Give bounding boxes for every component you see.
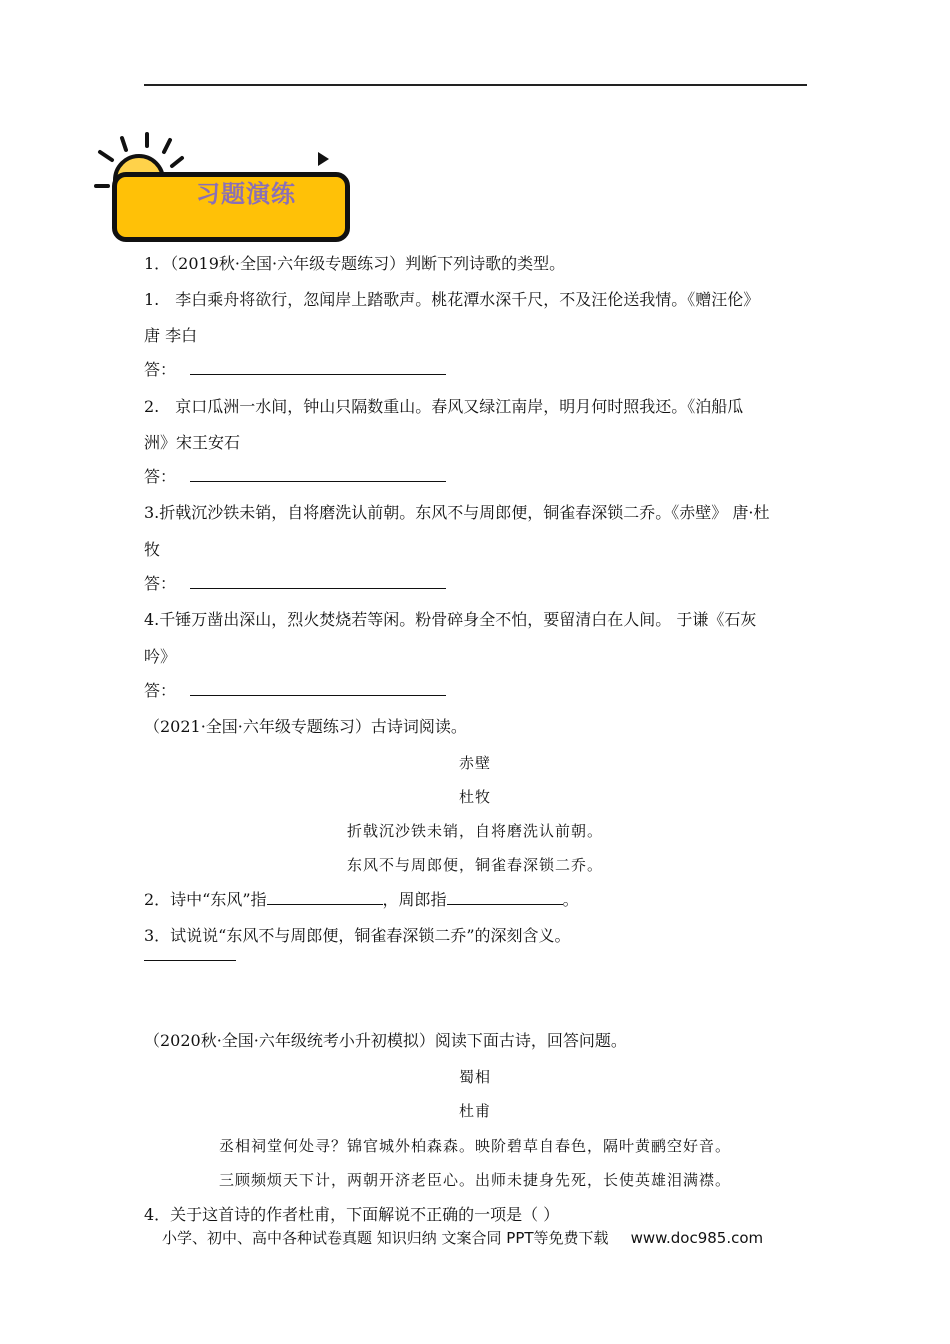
answer-label: 答： [144,681,177,700]
passage1-line-2: 东风不与周郎便，铜雀春深锁二乔。 [346,856,603,874]
passage2-intro: （2020秋·全国·六年级统考小升初模拟）阅读下面古诗，回答问题。 [144,1031,627,1050]
passage2-title: 蜀相 [458,1068,491,1086]
passage2-line-1: 丞相祠堂何处寻？锦官城外柏森森。映阶碧草自春色，隔叶黄鹂空好音。 [218,1137,731,1155]
passage2-line-2: 三顾频烦天下计，两朝开济老臣心。出师未捷身先死，长使英雄泪满襟。 [218,1171,731,1189]
header-rule [144,84,807,86]
q2-prefix: 2．诗中“东风”指 [144,890,267,909]
q1-item-1-line2: 唐 李白 [144,326,198,345]
section-title: 习题演练 [196,180,296,208]
passage1-line-1: 折戟沉沙铁未销，自将磨洗认前朝。 [346,822,603,840]
passage1-author: 杜牧 [458,788,491,806]
q1-item-3-answer [144,574,446,594]
q1-item-3-line1: 3.折戟沉沙铁未销，自将磨洗认前朝。东风不与周郎便，铜雀春深锁二乔。《赤壁》 唐·杜 [144,503,770,522]
q1-item-4-answer [144,681,446,701]
answer-label: 答： [144,360,177,379]
answer-blank[interactable] [190,360,446,375]
footer-url[interactable]: www.doc985.com [630,1229,764,1247]
q1-item-2-line2: 洲》宋王安石 [144,433,241,452]
q1-item-4-line1: 4.千锤万凿出深山，烈火焚烧若等闲。粉骨碎身全不怕，要留清白在人间。 于谦《石灰 [144,610,757,629]
footer [162,1227,763,1248]
arrow-icon [318,152,329,166]
answer-label: 答： [144,467,177,486]
q4-text: 4．关于这首诗的作者杜甫，下面解说不正确的一项是（ ） [144,1205,560,1224]
section-banner [92,130,352,240]
q1-item-4-line2: 吟》 [144,647,177,666]
q1-item-3-line2: 牧 [144,540,161,559]
q2-blank-1[interactable] [267,890,383,905]
q1-item-2-answer [144,467,446,487]
q1-prompt: 1．（2019秋·全国·六年级专题练习）判断下列诗歌的类型。 [144,254,566,273]
footer-text: 小学、初中、高中各种试卷真题 知识归纳 文案合同 PPT等免费下载 [162,1229,609,1247]
q1-item-1-answer [144,360,446,380]
q2 [144,890,579,910]
passage1-intro: （2021·全国·六年级专题练习）古诗词阅读。 [144,717,467,736]
answer-blank[interactable] [190,681,446,696]
q2-blank-2[interactable] [447,890,563,905]
passage2-author: 杜甫 [458,1102,491,1120]
q3-answer-blank[interactable] [144,960,236,961]
answer-blank[interactable] [190,467,446,482]
answer-label: 答： [144,574,177,593]
q2-suffix: 。 [562,890,579,909]
q2-middle: ，周郎指 [382,890,447,909]
q1-item-1-line1: 1. 李白乘舟将欲行，忽闻岸上踏歌声。桃花潭水深千尺，不及汪伦送我情。《赠汪伦》 [144,290,760,309]
q3-text: 3．试说说“东风不与周郎便，铜雀春深锁二乔”的深刻含义。 [144,926,571,945]
q1-item-2-line1: 2. 京口瓜洲一水间，钟山只隔数重山。春风又绿江南岸，明月何时照我还。《泊船瓜 [144,397,744,416]
passage1-title: 赤壁 [458,754,491,772]
answer-blank[interactable] [190,574,446,589]
